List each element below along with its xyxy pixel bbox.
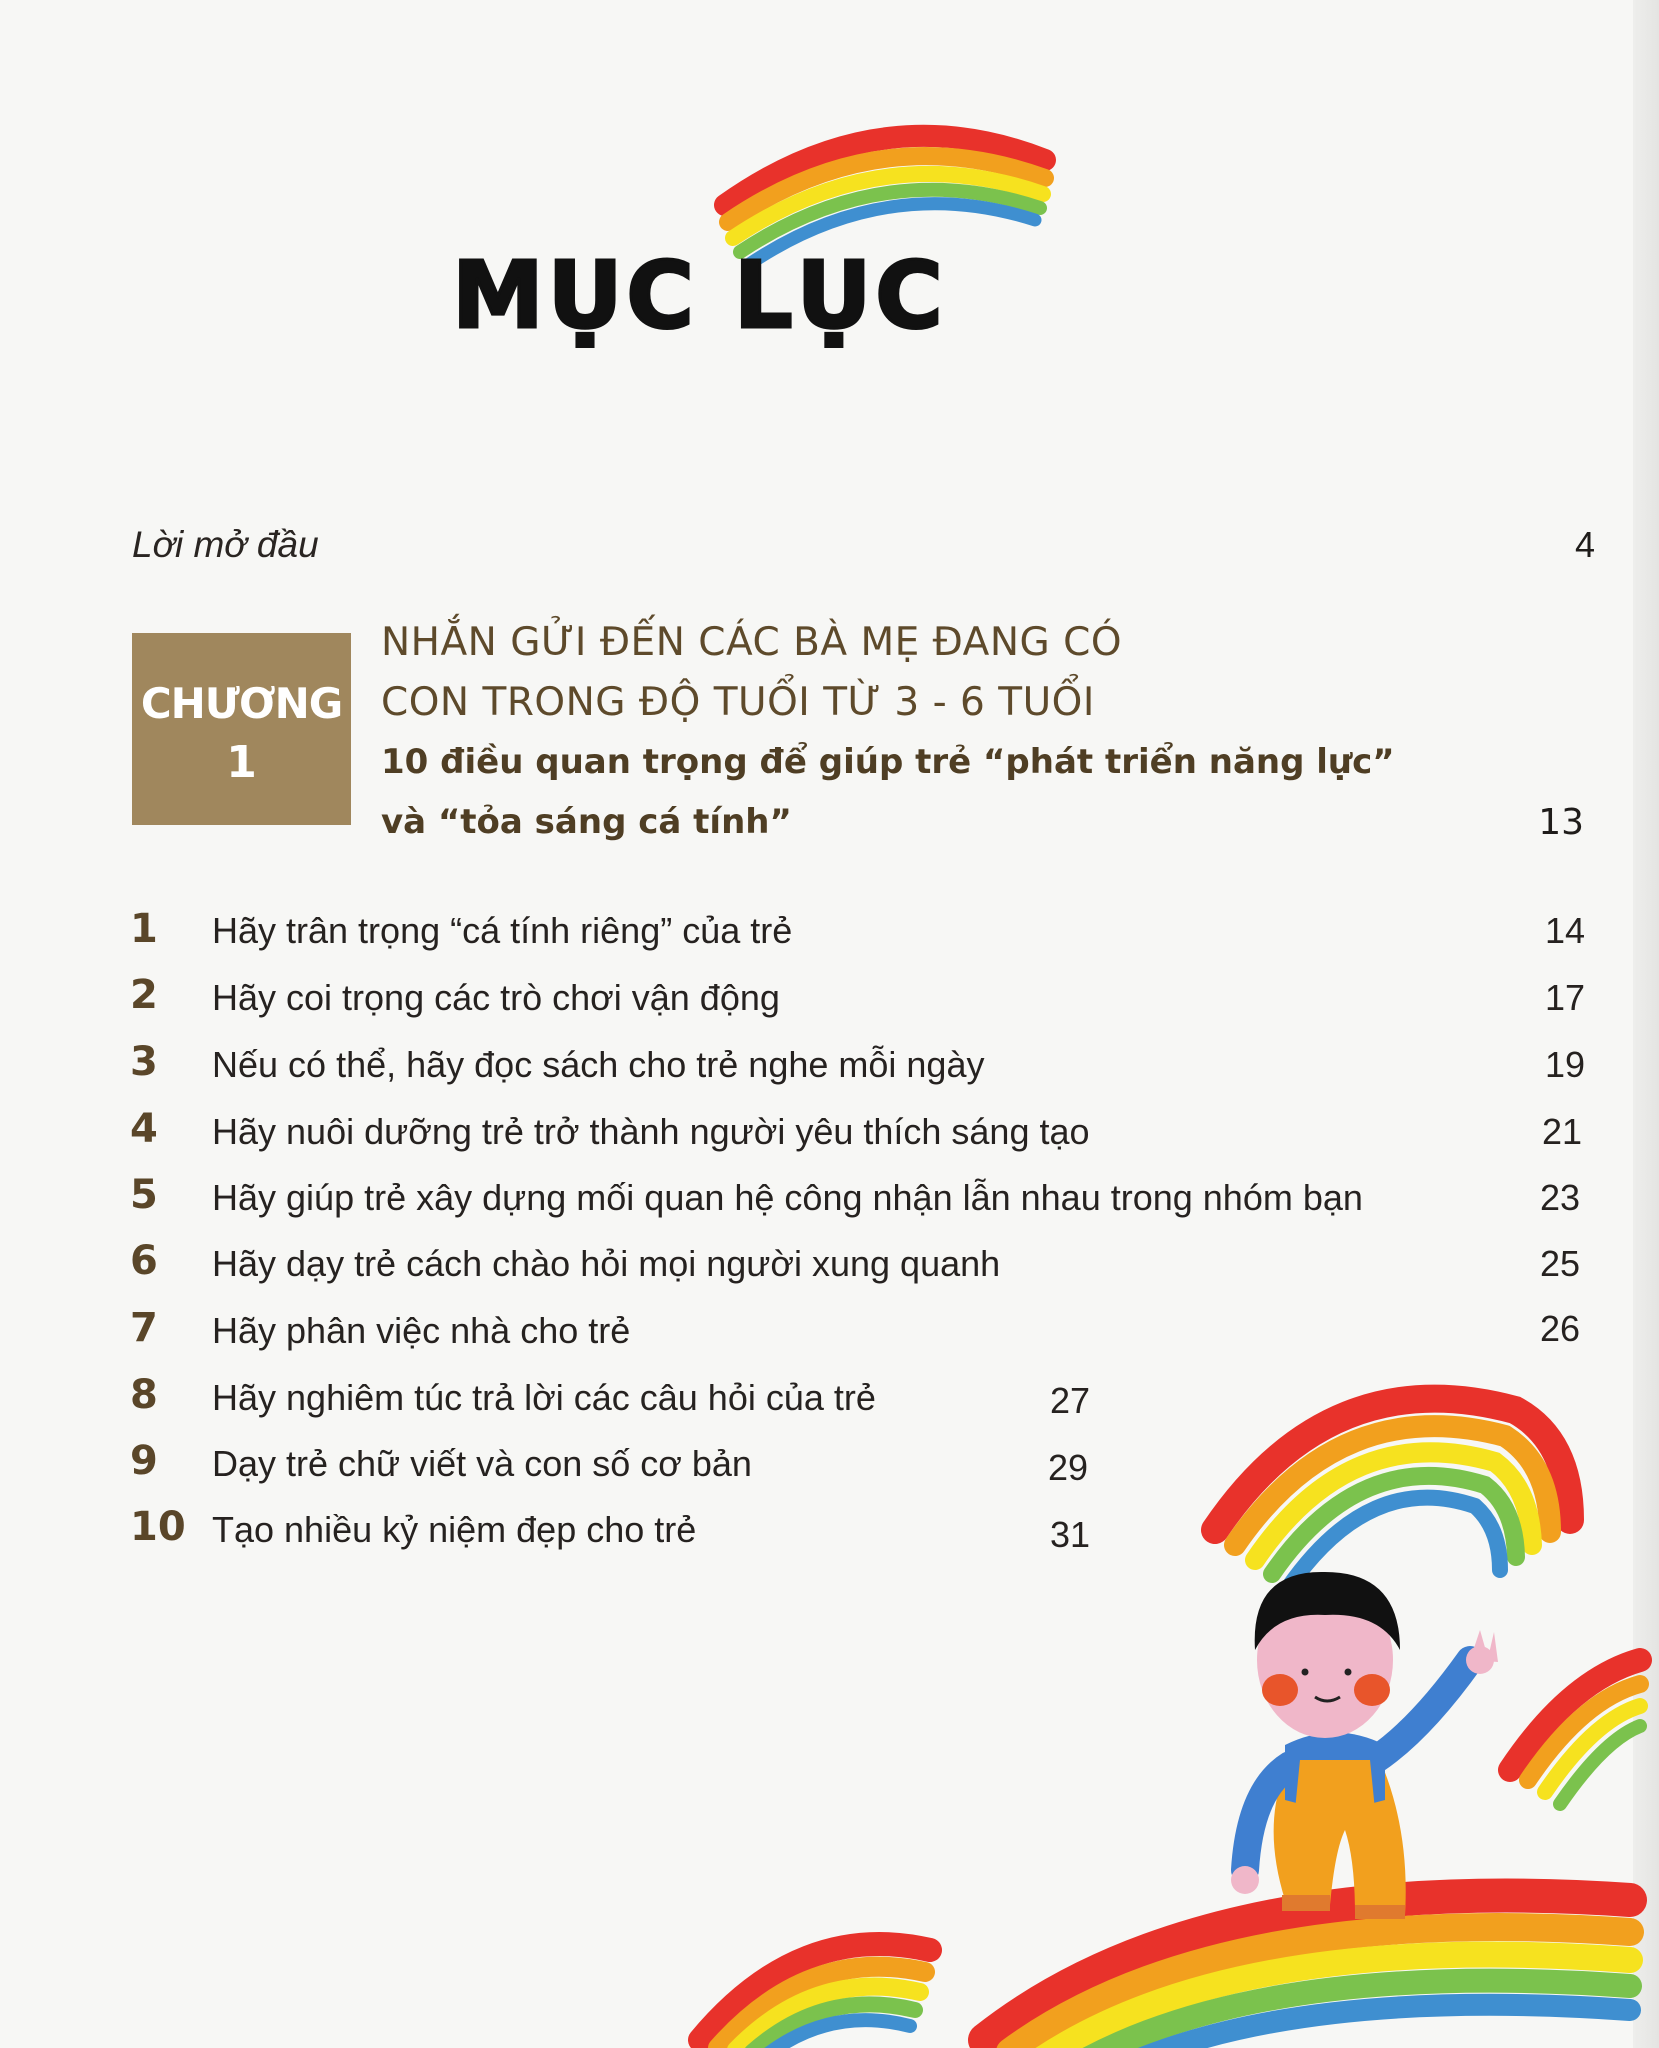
toc-item-number: 5 [130, 1172, 158, 1218]
toc-item-page: 19 [1544, 1044, 1585, 1085]
bottom-left-rainbow-icon [700, 1944, 930, 2048]
chapter-subtitle-line2: và “tỏa sáng cá tính” [381, 802, 792, 842]
toc-item-page: 25 [1539, 1243, 1580, 1284]
bottom-rainbow-icon [985, 1896, 1630, 2048]
intro-page-number: 4 [1574, 524, 1595, 565]
toc-item-title[interactable]: Hãy giúp trẻ xây dựng mối quan hệ công nhận lẫn nhau trong nhóm bạn [212, 1177, 1363, 1218]
toc-item-page: 14 [1544, 910, 1585, 951]
toc-item-title[interactable]: Hãy phân việc nhà cho trẻ [212, 1310, 631, 1351]
toc-item-number: 4 [130, 1106, 158, 1152]
toc-item-number: 9 [130, 1438, 158, 1484]
child-illustration [1231, 1572, 1498, 1919]
intro-label[interactable]: Lời mở đầu [132, 524, 319, 565]
toc-item-title[interactable]: Hãy nuôi dưỡng trẻ trở thành người yêu thích sáng tạo [212, 1111, 1090, 1152]
toc-item-title[interactable]: Dạy trẻ chữ viết và con số cơ bản [212, 1443, 752, 1484]
chapter-subtitle-line1: 10 điều quan trọng để giúp trẻ “phát triển năng lực” [381, 742, 1395, 782]
chapter-badge-number: 1 [226, 737, 257, 788]
toc-item-number: 3 [130, 1039, 158, 1085]
chapter-badge-word: CHƯƠNG [140, 679, 343, 728]
toc-item-page: 27 [1049, 1380, 1090, 1421]
chapter-title-line2[interactable]: CON TRONG ĐỘ TUỔI TỪ 3 - 6 TUỔI [381, 680, 1095, 725]
right-rainbow-icon [1215, 1399, 1570, 1588]
toc-item-page: 21 [1541, 1111, 1582, 1152]
toc-item-number: 7 [130, 1305, 158, 1351]
toc-item-number: 6 [130, 1238, 158, 1284]
toc-item-title[interactable]: Hãy coi trọng các trò chơi vận động [212, 977, 780, 1018]
page-title: MỤC LỤC [452, 242, 947, 349]
toc-item-title[interactable]: Hãy nghiêm túc trả lời các câu hỏi của trẻ [212, 1377, 876, 1418]
edge-rainbow-icon [1510, 1660, 1640, 1804]
toc-item-number: 8 [130, 1372, 158, 1418]
toc-item-title[interactable]: Hãy trân trọng “cá tính riêng” của trẻ [212, 910, 793, 951]
toc-item-page: 29 [1047, 1447, 1088, 1488]
chapter-title-line1[interactable]: NHẮN GỬI ĐẾN CÁC BÀ MẸ ĐANG CÓ [381, 620, 1123, 665]
toc-item-number: 10 [130, 1504, 186, 1550]
toc-item-number: 2 [130, 972, 158, 1018]
toc-item-title[interactable]: Tạo nhiều kỷ niệm đẹp cho trẻ [212, 1509, 697, 1550]
toc-item-title[interactable]: Nếu có thể, hãy đọc sách cho trẻ nghe mỗi ngày [212, 1044, 985, 1085]
toc-item-page: 17 [1544, 977, 1585, 1018]
chapter-page-number: 13 [1538, 802, 1584, 843]
toc-item-page: 23 [1539, 1177, 1580, 1218]
toc-item-page: 26 [1539, 1308, 1580, 1349]
toc-item-page: 31 [1049, 1514, 1090, 1555]
chapter-badge [132, 633, 351, 825]
toc-item-number: 1 [130, 906, 158, 952]
toc-item-title[interactable]: Hãy dạy trẻ cách chào hỏi mọi người xung quanh [212, 1243, 1001, 1284]
